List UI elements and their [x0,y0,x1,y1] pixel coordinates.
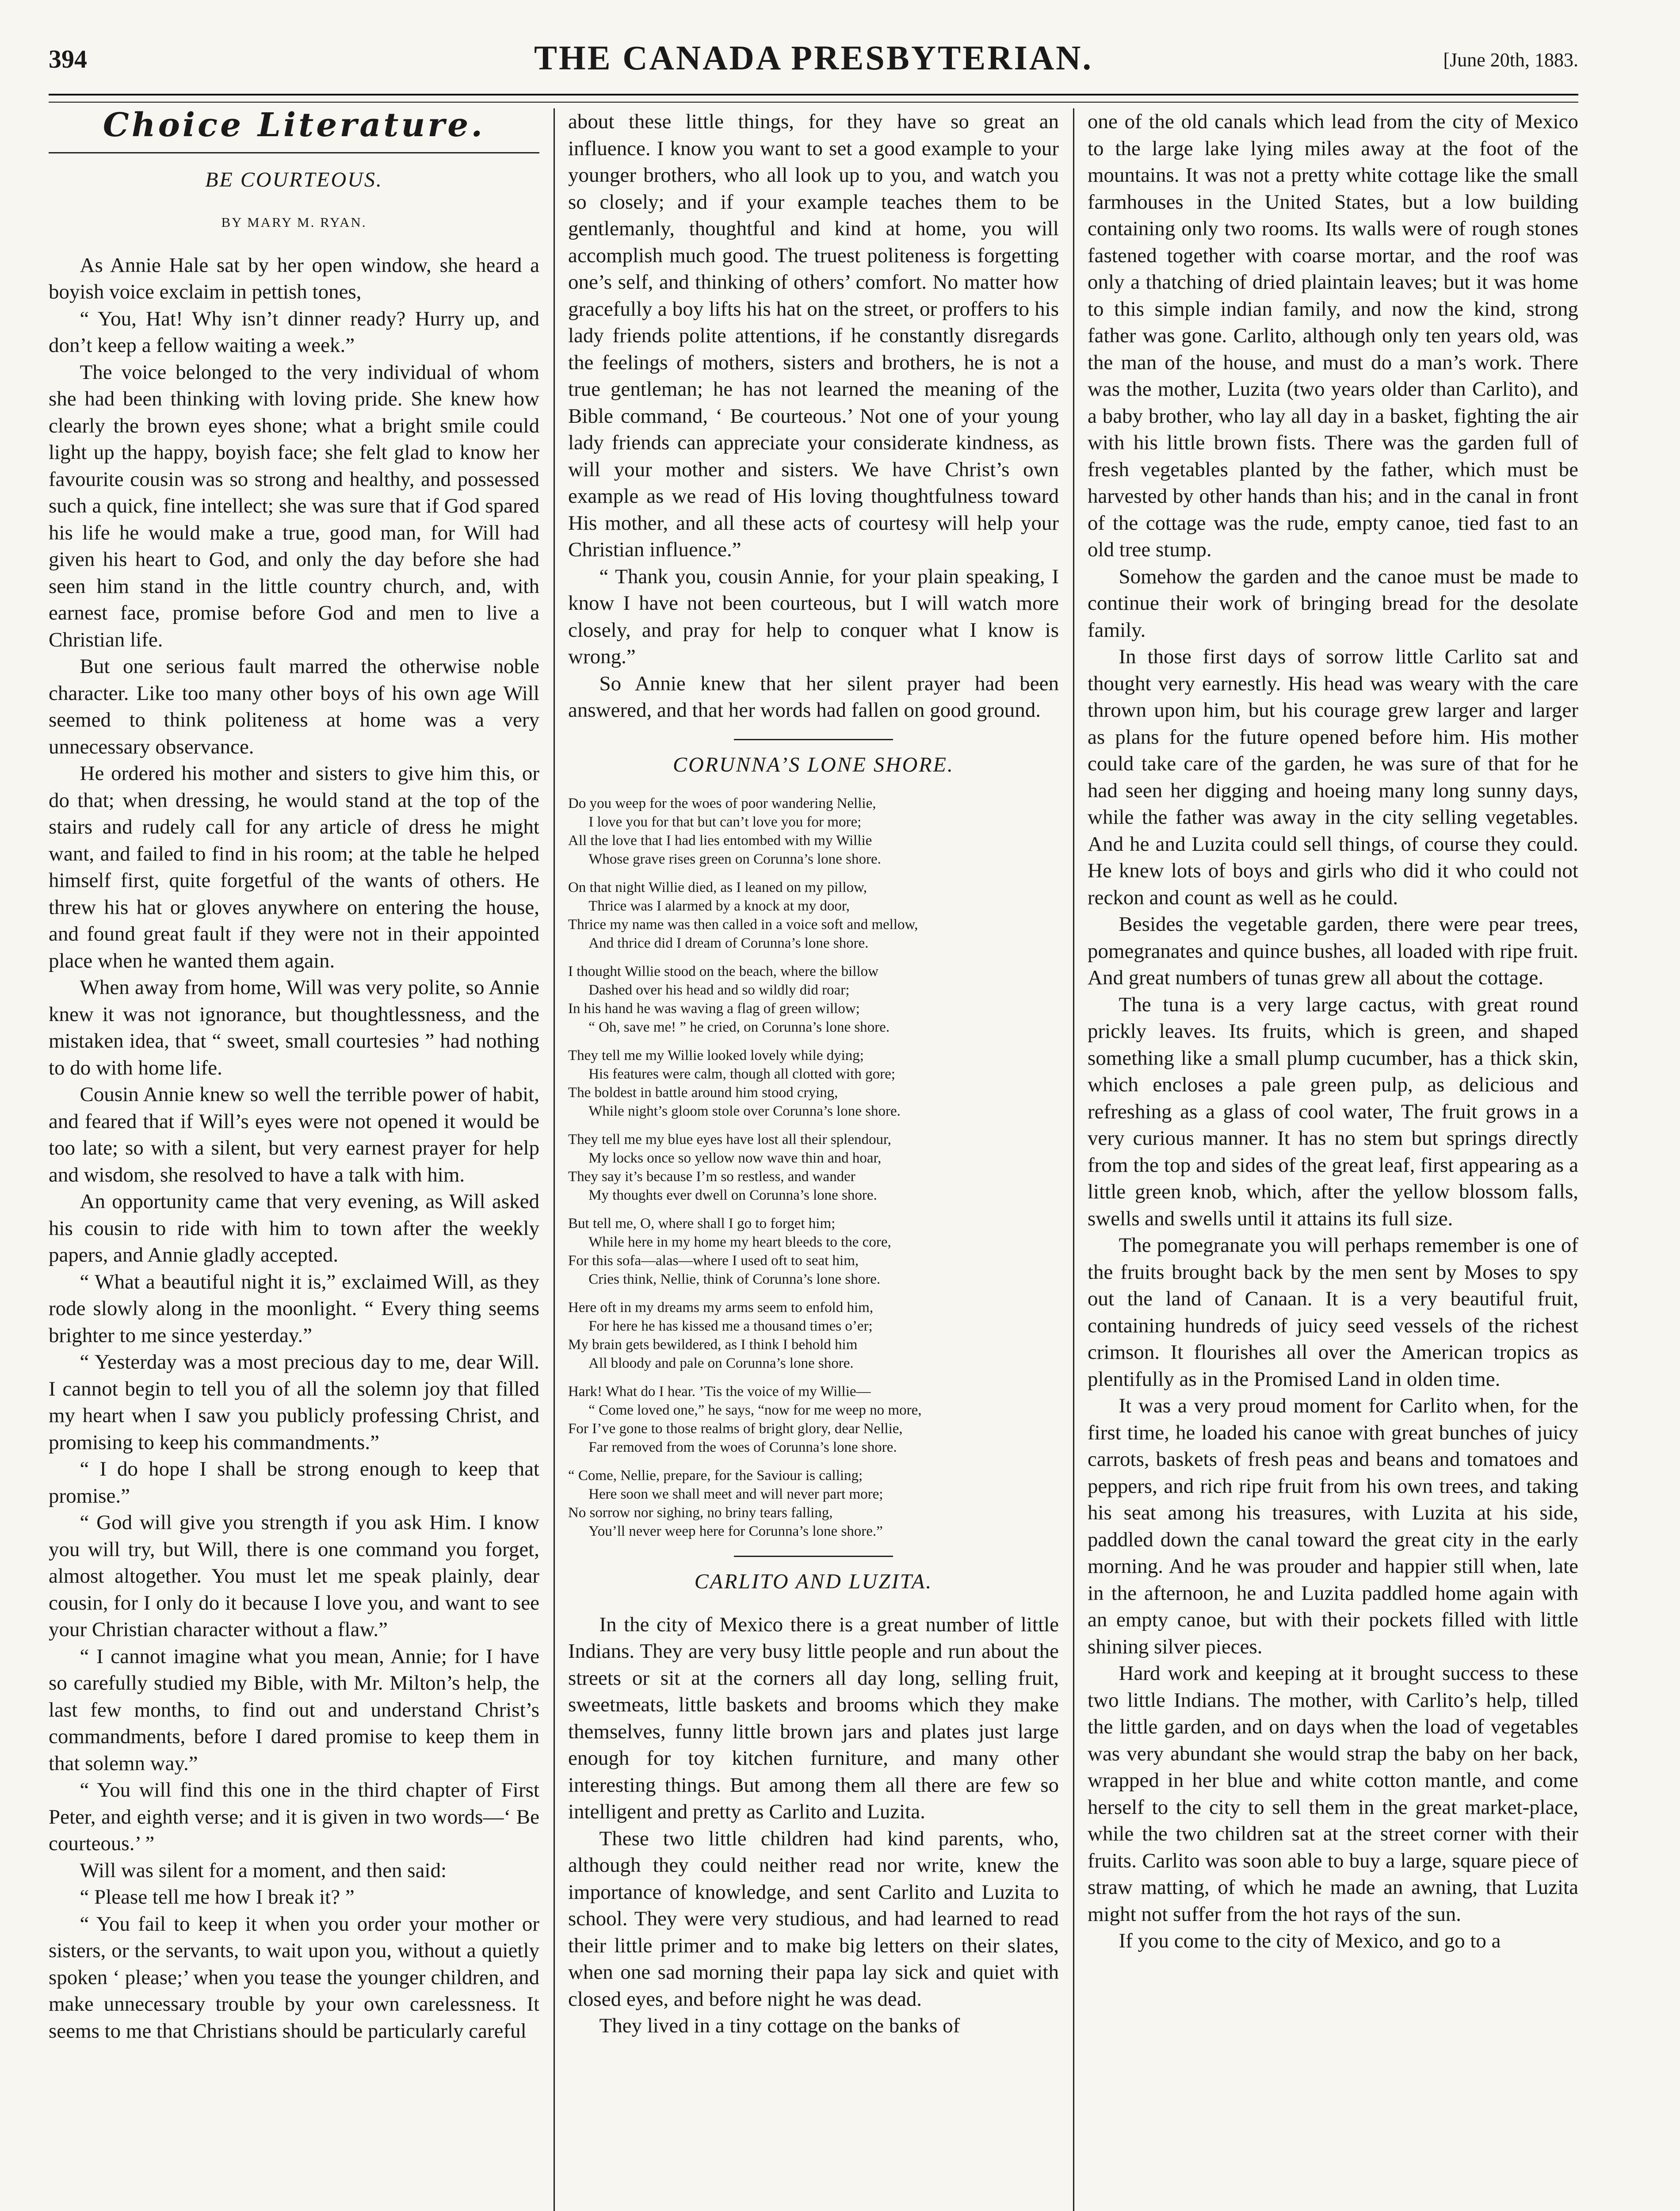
paragraph: “ I do hope I shall be strong enough to keep that promise.” [49,1457,539,1507]
story-byline: BY MARY M. RYAN. [221,214,367,230]
paragraph: But one serious fault marred the otherwise noble character. Like too many other boys of his own age Will seemed to think politeness at home was a very unnecessary observance. [49,655,539,758]
paragraph: “ I cannot imagine what you mean, Annie; for I have so carefully studied my Bible, with Mr. Milton’s help, the last few months, to find out and understand Christ’s commandments, before I dared promise to keep them in that solemn way.” [49,1645,539,1775]
column-divider [1073,108,1074,2211]
poem-line: His features were calm, though all clotted with gore; [588,1066,895,1082]
paragraph: If you come to the city of Mexico, and go to a [1119,1929,1501,1952]
page-header [49,35,1578,84]
poem-line: “ Come loved one,” he says, “now for me weep no more, [588,1402,922,1418]
poem-line: In his hand he was waving a flag of green willow; [568,1001,860,1017]
section-rule [49,152,539,153]
poem-stanza [568,1130,1059,1205]
paragraph: The tuna is a very large cactus, with great round prickly leaves. Its fruits, which is green, and shaped something like a small plump cucumber, has a thick skin, which encloses a pale green pulp, as delicious and refreshing as a glass of cool water, The fruit grows in a very curious manner. It has no stem but springs directly from the top and sides of the great leaf, first appearing as a little green knob, which, after the yellow blossom falls, swells and swells until it attains its full size. [1088,993,1578,1230]
story-body [568,1611,1059,2039]
story-continuation [1088,108,1578,1955]
paragraph: “ You will find this one in the third chapter of First Peter, and eighth verse; and it is given in two words—‘ Be courteous.’ ” [49,1779,539,1855]
masthead-title: THE CANADA PRESBYTERIAN. [534,38,1093,77]
paragraph: Somehow the garden and the canoe must be made to continue their work of bringing bread for the desolate family. [1088,565,1578,642]
story-title: CARLITO AND LUZITA. [694,1570,933,1593]
poem-line: You’ll never weep here for Corunna’s lone shore.” [588,1523,883,1539]
poem-line: Here soon we shall meet and will never part more; [588,1486,883,1502]
poem-line: For I’ve gone to those realms of bright glory, dear Nellie, [568,1421,903,1437]
poem-stanza [568,1466,1059,1541]
poem-stanza [568,1298,1059,1373]
poem-line: Hark! What do I hear. ’Tis the voice of my Willie— [568,1384,871,1400]
page-number: 394 [49,45,87,73]
poem-line: “ Oh, save me! ” he cried, on Corunna’s lone shore. [588,1019,890,1035]
poem-title: CORUNNA’S LONE SHORE. [673,753,954,777]
poem-line: On that night Willie died, as I leaned on my pillow, [568,880,867,895]
poem-line: Thrice was I alarmed by a knock at my door, [588,898,850,914]
poem-stanza [568,962,1059,1037]
paragraph: Will was silent for a moment, and then said: [80,1859,447,1882]
paragraph: They lived in a tiny cottage on the banks of [599,2014,960,2037]
paragraph: Besides the vegetable garden, there were pear trees, pomegranates and quince bushes, all loaded with ripe fruit. And great numbers of tunas grew all about the cottage. [1088,913,1578,989]
story-title: BE COURTEOUS. [205,168,383,191]
poem-line: For this sofa—alas—where I used oft to seat him, [568,1253,859,1269]
section-heading: Choice Literature. [103,108,485,144]
poem-line: All the love that I had lies entombed with my Willie [568,833,872,849]
poem-line: For here he has kissed me a thousand times o’er; [588,1318,873,1334]
paragraph: Cousin Annie knew so well the terrible power of habit, and feared that if Will’s eyes were not opened it would be too late; so with a silent, but very earnest prayer for help and wisdom, she resolved to have a talk with him. [49,1083,539,1186]
column-2 [568,108,1059,2211]
poem-line: Cries think, Nellie, think of Corunna’s lone shore. [588,1271,881,1287]
column-3 [1088,108,1578,2211]
poem-stanza [568,794,1059,868]
poem-line: I thought Willie stood on the beach, where the billow [568,964,878,979]
paragraph: It was a very proud moment for Carlito when, for the first time, he loaded his canoe with great bunches of juicy carrots, baskets of fresh peas and beans and tomatoes and peppers, and rich ripe fruit from his own trees, and taking his seat among his treasures, with Luzita at his side, paddled down the canal toward the great city in the early morning. And he was prouder and happier still when, late in the afternoon, he and Luzita paddled home again with an empty canoe, but with their pockets filled with little shining silver pieces. [1088,1394,1578,1658]
paragraph: about these little things, for they have so great an influence. I know you want to set a good example to your younger brothers, who all look up to you, and watch you so closely; and if your example teaches them to be gentlemanly, thoughtful and kind at home, you will accomplish much good. The truest politeness is forgetting one’s self, and thinking of others’ comfort. No matter how gracefully a boy lifts his hat on the street, or proffers to his lady friends polite attentions, if he constantly disregards the feelings of mothers, sisters and brothers, he is not a true gentleman; he has not learned the meaning of the Bible command, ‘ Be courteous.’ Not one of your young lady friends can appreciate your considerate kindness, as will your mother and sisters. We have Christ’s own example as we read of His loving thoughtfulness toward His mother, and all these acts of courtesy will help your Christian influence.” [568,110,1059,561]
poem-line: And thrice did I dream of Corunna’s lone shore. [588,935,869,951]
poem-line: My locks once so yellow now wave thin and hoar, [588,1150,882,1166]
poem-line: Here oft in my dreams my arms seem to enfold him, [568,1300,874,1316]
paragraph: Hard work and keeping at it brought success to these two little Indians. The mother, with Carlito’s help, tilled the little garden, and on days when the load of vegetables was very abundant she would strap the baby on her back, wrapped in her blue and white cotton mantle, and come herself to the city to sell them in the great market-place, while the two children sat at the street corner with their fruits. Carlito was soon able to buy a large, square piece of straw matting, of which he made an awning, that Luzita might not suffer from the hot rays of the sun. [1088,1662,1578,1926]
paragraph: “ You fail to keep it when you order your mother or sisters, or the servants, to wait upon you, without a quietly spoken ‘ please;’ when you tease the younger children, and make unnecessary trouble by your own carelessness. It seems to me that Christians should be particularly careful [49,1912,539,2043]
story-body [49,252,539,2045]
poem-line: Do you weep for the woes of poor wandering Nellie, [568,796,876,811]
column-divider [554,108,555,2211]
paragraph: In those first days of sorrow little Carlito sat and thought very earnestly. His head was weary with the care thrown upon him, but his courage grew larger and larger as plans for the future opened before him. His mother could take care of the garden, he was sure of that for he had seen her digging and hoeing many long sunny days, while the father was away in the city selling vegetables. And he and Luzita could sell things, of course they could. He knew lots of boys and girls who did it who could not reckon and count as well as he could. [1088,645,1578,909]
paragraph: “ God will give you strength if you ask Him. I know you will try, but Will, there is one command you forget, almost altogether. You must let me speak plainly, dear cousin, for I only do it because I love you, and want to see your Christian character without a flaw.” [49,1511,539,1641]
paragraph: “ Yesterday was a most precious day to me, dear Will. I cannot begin to tell you of all the solemn joy that filled my heart when I saw you publicly professing Christ, and promising to keep his commandments.” [49,1350,539,1454]
poem-stanza [568,878,1059,952]
paragraph: one of the old canals which lead from the city of Mexico to the large lake lying miles away at the foot of the mountains. It was not a pretty white cottage like the small farmhouses in the United States, but a low building containing only two rooms. Its walls were of rough stones fastened together with coarse mortar, and the roof was only a thatching of dried plaintain leaves; but it was home to this simple indian family, and now the kind, strong father was gone. Carlito, although only ten years old, was the man of the house, and must do a man’s work. There was the mother, Luzita (two years older than Carlito), and a baby brother, who lay all day in a basket, fighting the air with his little brown fists. There was the garden full of fresh vegetables planted by the father, which must be harvested by other hands than his; and in the canal in front of the cottage was the rude, empty canoe, tied fast to an old tree stump. [1088,110,1578,561]
paragraph: The voice belonged to the very individual of whom she had been thinking with loving pride. She knew how clearly the brown eyes shone; what a bright smile could light up the happy, boyish face; she felt glad to know her favourite cousin was so strong and healthy, and possessed such a quick, fine intellect; she was sure that if God spared his life he would make a true, good man, for Will had given his heart to God, and only the day before she had seen him stand in the little country church, and, with earnest face, promise before God and men to live a Christian life. [49,360,539,651]
paragraph: “ What a beautiful night it is,” exclaimed Will, as they rode slowly along in the moonlight. “ Every thing seems brighter to me since yesterday.” [49,1270,539,1347]
poem-line: I love you for that but can’t love you for more; [588,814,862,830]
paragraph: He ordered his mother and sisters to give him this, or do that; when dressing, he would stand at the top of the stairs and rudely call for any article of dress he might want, and failed to find in his room; at the table he helped himself first, quite forgetful of the wants of others. He threw his hat or gloves anywhere on entering the house, and found great fault if they were not in their appointed place when he wanted them again. [49,762,539,972]
poem-stanza [568,1382,1059,1457]
paragraph: As Annie Hale sat by her open window, she heard a boyish voice exclaim in pettish tones, [49,253,539,303]
poem-line: They tell me my blue eyes have lost all their splendour, [568,1132,891,1148]
poem-line: No sorrow nor sighing, no briny tears falling, [568,1505,833,1521]
issue-date: [June 20th, 1883. [1443,49,1578,71]
paragraph: When away from home, Will was very polite, so Annie knew it was not ignorance, but thoughtlessness, and the mistaken idea, that “ sweet, small courtesies ” had nothing to do with home life. [49,976,539,1079]
poem-line: My thoughts ever dwell on Corunna’s lone shore. [588,1187,877,1203]
poem-body [568,794,1059,1541]
poem-line: Far removed from the woes of Corunna’s lone shore. [588,1439,897,1455]
poem-line: All bloody and pale on Corunna’s lone shore. [588,1355,854,1371]
paragraph: The pomegranate you will perhaps remember is one of the fruits brought back by the men sent by Moses to spy out the land of Canaan. It is a very beautiful fruit, containing hundreds of juicy seed vessels of the richest crimson. It flourishes all over the American tropics as plentifully as in the Promised Land in olden time. [1088,1234,1578,1391]
column-1 [49,108,539,2211]
poem-stanza [568,1046,1059,1121]
poem-line: My brain gets bewildered, as I think I behold him [568,1337,858,1353]
header-rule [49,94,1578,103]
paragraph: These two little children had kind parents, who, although they could neither read nor write, knew the importance of knowledge, and sent Carlito and Luzita to school. They were very studious, and had learned to read their little primer and to make big letters on their slates, when one sad morning their papa lay sick and quiet with closed eyes, and before night he was dead. [568,1827,1059,2011]
poem-line: Thrice my name was then called in a voice soft and mellow, [568,917,918,933]
poem-line: Whose grave rises green on Corunna’s lone shore. [588,851,881,867]
paragraph: “ Please tell me how I break it? ” [80,1886,355,1909]
poem-stanza [568,1214,1059,1289]
poem-line: While here in my home my heart bleeds to the core, [588,1234,891,1250]
poem-line: They tell me my Willie looked lovely while dying; [568,1048,864,1063]
poem-line: “ Come, Nellie, prepare, for the Saviour is calling; [568,1468,863,1484]
poem-line: But tell me, O, where shall I go to forget him; [568,1216,836,1232]
poem-line: Dashed over his head and so wildly did roar; [588,982,850,998]
section-divider [734,1556,893,1557]
poem-line: The boldest in battle around him stood crying, [568,1085,838,1101]
poem-line: They say it’s because I’m so restless, and wander [568,1169,855,1185]
section-divider [734,739,893,740]
paragraph: An opportunity came that very evening, as Will asked his cousin to ride with him to town after the weekly papers, and Annie gladly accepted. [49,1190,539,1266]
paragraph: “ You, Hat! Why isn’t dinner ready? Hurry up, and don’t keep a fellow waiting a week.” [49,307,539,357]
poem-line: While night’s gloom stole over Corunna’s lone shore. [588,1103,901,1119]
paragraph: “ Thank you, cousin Annie, for your plain speaking, I know I have not been courteous, but I will watch more closely, and pray for help to conquer what I know is wrong.” [568,565,1059,668]
paragraph: So Annie knew that her silent prayer had been answered, and that her words had fallen on good ground. [568,672,1059,722]
story-continuation [568,108,1059,724]
paragraph: In the city of Mexico there is a great number of little Indians. They are very busy little people and run about the streets or sit at the corners all day long, selling fruit, sweetmeats, little baskets and brooms which they make themselves, funny little brown jars and plates just large enough for toy kitchen furniture, and many other interesting things. But among them all there are few so intelligent and pretty as Carlito and Luzita. [568,1613,1059,1823]
